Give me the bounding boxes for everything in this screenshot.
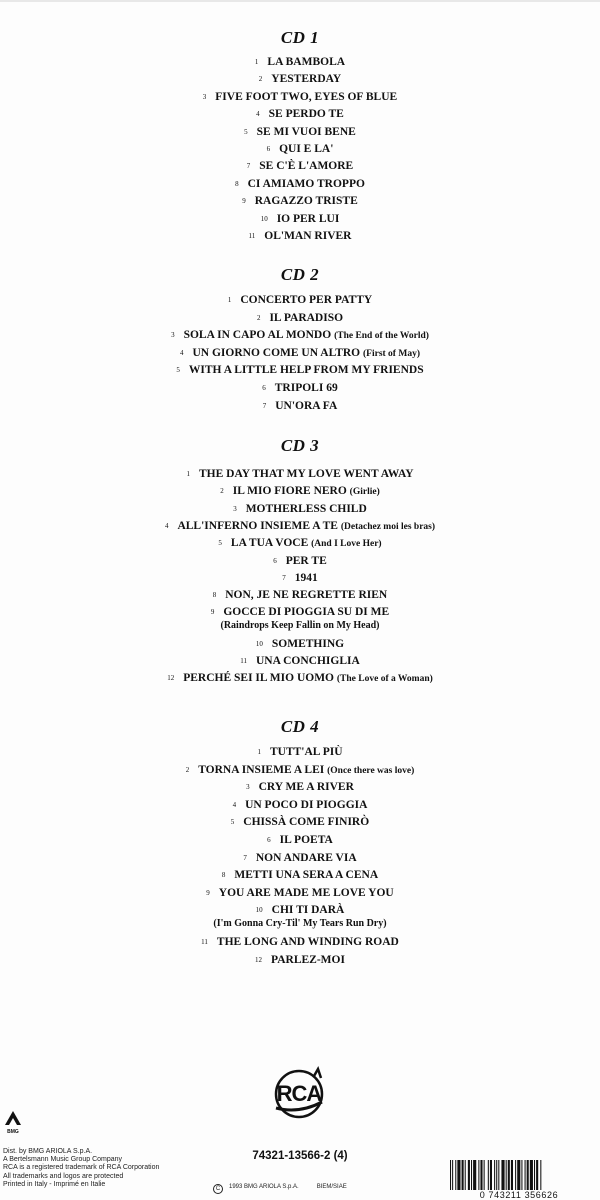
track-row: [0, 363, 600, 377]
track-subtitle: (The Love of a Woman): [336, 674, 433, 685]
track-title: 1941: [294, 571, 318, 584]
track-row: [0, 55, 600, 69]
track-row: [0, 654, 600, 668]
track-title: NON, JE NE REGRETTE RIEN: [225, 589, 388, 602]
barcode-bar: [506, 1160, 507, 1192]
track-number: 10: [255, 639, 263, 648]
barcode-bar: [517, 1160, 520, 1192]
cd-heading: CD 2: [280, 265, 320, 284]
track-number: 4: [256, 110, 260, 119]
distribution-line: A Bertelsmann Music Group Company: [3, 1156, 123, 1164]
barcode-bar: [465, 1160, 466, 1192]
cd-heading: CD 4: [280, 717, 320, 736]
track-title: IL MIO FIORE NERO: [232, 485, 347, 498]
barcode-bar: [534, 1160, 535, 1192]
copyright-symbol: C: [213, 1184, 223, 1194]
track-number: 6: [262, 384, 266, 392]
track-title: THE DAY THAT MY LOVE WENT AWAY: [198, 468, 414, 480]
rca-logo-text: RCA: [276, 1081, 322, 1106]
track-number: 9: [242, 197, 246, 206]
track-title: GOCCE DI PIOGGIA SU DI ME: [223, 606, 390, 619]
track-title: WITH A LITTLE HELP FROM MY FRIENDS: [188, 364, 424, 377]
bmg-logo: [2, 1107, 24, 1137]
track-number: 6: [267, 836, 271, 844]
track-title: CHISSÀ COME FINIRÒ: [243, 816, 370, 829]
track-number: 5: [244, 127, 248, 136]
track-number: 3: [202, 92, 207, 101]
track-title: TRIPOLI 69: [274, 382, 338, 394]
track-number: 1: [257, 748, 261, 756]
track-number: 9: [206, 888, 210, 897]
track-number: 1: [186, 470, 190, 478]
track-number: 5: [230, 818, 235, 827]
barcode-bar: [515, 1160, 516, 1192]
track-row: [0, 780, 600, 794]
track-row: [0, 467, 600, 481]
track-title: SE C'È L'AMORE: [259, 160, 354, 173]
track-row: [0, 851, 600, 865]
barcode-bar: [530, 1160, 533, 1192]
track-number: 4: [232, 800, 237, 809]
barcode-bar: [540, 1160, 541, 1192]
barcode-bar: [455, 1160, 456, 1192]
track-title: IL POETA: [279, 834, 333, 846]
barcode-bar: [490, 1160, 492, 1192]
track-title: TORNA INSIEME A LEI: [198, 763, 325, 776]
distribution-line: RCA is a registered trademark of RCA Corporation: [3, 1164, 160, 1172]
track-number: 3: [246, 783, 250, 792]
track-row: [0, 815, 600, 829]
track-row: [0, 212, 600, 226]
barcode-bar: [508, 1160, 510, 1192]
track-row: [0, 328, 600, 343]
track-number: 7: [246, 162, 251, 171]
distribution-line: All trademarks and logos are protected: [3, 1172, 124, 1180]
track-title: SE MI VUOI BENE: [256, 125, 356, 138]
track-title: IL PARADISO: [269, 311, 344, 324]
track-row: [0, 605, 600, 633]
track-number: 4: [164, 521, 169, 530]
track-number: 11: [248, 232, 256, 240]
track-row: [0, 72, 600, 86]
track-number: 8: [212, 591, 217, 600]
track-number: 4: [180, 348, 184, 357]
track-number: 7: [282, 573, 286, 582]
track-row: [0, 536, 600, 551]
cd-heading: CD 1: [280, 28, 320, 47]
track-subtitle: (Girlie): [349, 487, 380, 498]
track-title: QUI E LA': [279, 143, 334, 155]
track-row: [0, 381, 600, 395]
track-title: CI AMIAMO TROPPO: [247, 177, 365, 190]
track-title: LA TUA VOCE: [230, 537, 309, 550]
catalog-number: 74321-13566-2 (4): [252, 1150, 348, 1162]
track-number: 2: [256, 313, 261, 322]
track-number: 6: [273, 556, 277, 565]
track-title: UN POCO DI PIOGGIA: [245, 798, 368, 811]
track-row: [0, 637, 600, 651]
track-number: 3: [171, 331, 175, 340]
track-row: [0, 671, 600, 686]
track-number: 3: [233, 504, 237, 513]
distribution-line: Dist. by BMG ARIOLA S.p.A.: [3, 1148, 93, 1155]
barcode-bar: [484, 1160, 485, 1192]
track-subtitle: (First of May): [363, 348, 420, 359]
track-number: 2: [185, 765, 190, 774]
track-title: IO PER LUI: [276, 212, 340, 225]
track-row: [0, 798, 600, 812]
track-row: [0, 229, 600, 243]
track-title: TUTT'AL PIÙ: [269, 746, 343, 758]
track-title: METTI UNA SERA A CENA: [234, 869, 379, 882]
track-row: [0, 868, 600, 882]
track-row: [0, 519, 600, 534]
track-number: 8: [221, 871, 226, 880]
track-row: [0, 935, 600, 949]
barcode-bar: [452, 1160, 453, 1192]
barcode-bar: [494, 1160, 495, 1192]
copyright-text: 1993 BMG ARIOLA S.p.A.: [229, 1184, 299, 1190]
track-number: 10: [255, 906, 263, 915]
track-title: LA BAMBOLA: [267, 56, 346, 68]
track-row: [0, 293, 600, 307]
track-row: [0, 159, 600, 173]
track-row: [0, 346, 600, 361]
track-number: 6: [266, 145, 271, 153]
track-title: SOMETHING: [271, 637, 345, 650]
barcode-bar: [488, 1160, 489, 1192]
track-title: THE LONG AND WINDING ROAD: [216, 936, 399, 948]
track-title: ALL'INFERNO INSIEME A TE: [177, 519, 338, 532]
cd-heading: CD 3: [280, 436, 320, 455]
track-row: [0, 833, 600, 847]
copyright-line: [213, 1184, 347, 1194]
track-row: [0, 194, 600, 208]
track-number: 9: [210, 608, 215, 617]
track-subtitle: (The End of the World): [334, 331, 429, 342]
track-title: UN'ORA FA: [275, 399, 338, 412]
track-row: [0, 745, 600, 759]
track-number: 7: [243, 853, 247, 862]
track-subtitle: (Once there was love): [327, 765, 415, 776]
bmg-logo-mark: [2, 1107, 24, 1129]
distribution-line: Printed in Italy - Imprimé en Italie: [3, 1180, 106, 1188]
barcode-bar: [450, 1160, 451, 1192]
barcode-digits: 0 743211 356626: [448, 1190, 590, 1200]
track-row: [0, 571, 600, 585]
track-row: [0, 886, 600, 900]
track-subtitle: (Raindrops Keep Fallin on My Head): [220, 620, 380, 632]
barcode-bar: [471, 1160, 472, 1192]
track-number: 5: [218, 539, 222, 548]
track-row: [0, 107, 600, 121]
barcode-bar: [496, 1160, 497, 1192]
barcode-bar: [525, 1160, 526, 1192]
barcode-bar: [521, 1160, 522, 1192]
track-number: 11: [201, 938, 208, 946]
barcode-bar: [498, 1160, 499, 1192]
track-title: YESTERDAY: [271, 73, 342, 86]
track-row: [0, 125, 600, 139]
track-title: OL'MAN RIVER: [264, 230, 352, 242]
track-title: YOU ARE MADE ME LOVE YOU: [218, 886, 394, 899]
track-row: [0, 903, 600, 931]
track-number: 5: [176, 366, 180, 375]
barcode-bar: [501, 1160, 504, 1192]
track-title: NON ANDARE VIA: [255, 851, 357, 864]
track-title: SOLA IN CAPO AL MONDO: [183, 329, 332, 342]
track-subtitle: (I'm Gonna Cry-Til' My Tears Run Dry): [213, 918, 387, 930]
track-number: 12: [167, 674, 175, 683]
barcode-bar: [473, 1160, 476, 1192]
track-row: [0, 502, 600, 516]
track-title: CONCERTO PER PATTY: [240, 294, 373, 306]
barcode-bar: [480, 1160, 482, 1192]
track-title: CHI TI DARÀ: [271, 904, 345, 917]
barcode-bar: [536, 1160, 538, 1192]
track-subtitle: (And I Love Her): [311, 539, 382, 550]
track-number: 2: [220, 487, 224, 496]
track-number: 8: [235, 179, 239, 188]
track-subtitle: (Detachez moi les bras): [340, 521, 436, 532]
track-number: 10: [260, 214, 268, 223]
track-title: RAGAZZO TRISTE: [254, 195, 358, 208]
track-row: [0, 90, 600, 104]
track-row: [0, 763, 600, 778]
barcode-bar: [511, 1160, 513, 1192]
track-title: UN GIORNO COME UN ALTRO: [192, 346, 361, 359]
track-number: 1: [227, 296, 232, 304]
track-row: [0, 399, 600, 413]
track-number: 11: [240, 657, 247, 665]
track-number: 1: [254, 58, 259, 66]
track-title: CRY ME A RIVER: [258, 781, 354, 794]
track-title: PARLEZ-MOI: [271, 953, 345, 966]
track-number: 12: [255, 955, 263, 964]
barcode-bar: [478, 1160, 479, 1192]
track-number: 2: [258, 75, 263, 84]
track-row: [0, 142, 600, 156]
barcode-bar: [468, 1160, 470, 1192]
bmg-logo-text: BMG: [7, 1129, 19, 1135]
track-row: [0, 484, 600, 499]
rights-society: BIEM/SIAE: [316, 1184, 347, 1190]
barcode-bar: [457, 1160, 460, 1192]
track-title: PERCHÉ SEI IL MIO UOMO: [183, 672, 335, 685]
track-row: [0, 311, 600, 325]
track-number: 7: [262, 401, 267, 410]
track-title: SE PERDO TE: [268, 108, 344, 121]
track-row: [0, 177, 600, 191]
track-title: UNA CONCHIGLIA: [255, 655, 360, 667]
track-title: FIVE FOOT TWO, EYES OF BLUE: [215, 90, 398, 103]
track-row: [0, 554, 600, 568]
track-title: MOTHERLESS CHILD: [245, 502, 367, 515]
barcode-bar: [462, 1160, 464, 1192]
top-edge: [0, 0, 600, 2]
track-row: [0, 953, 600, 967]
track-row: [0, 588, 600, 602]
track-title: PER TE: [285, 554, 327, 567]
barcode-bar: [527, 1160, 529, 1192]
rca-logo: [262, 1064, 336, 1122]
